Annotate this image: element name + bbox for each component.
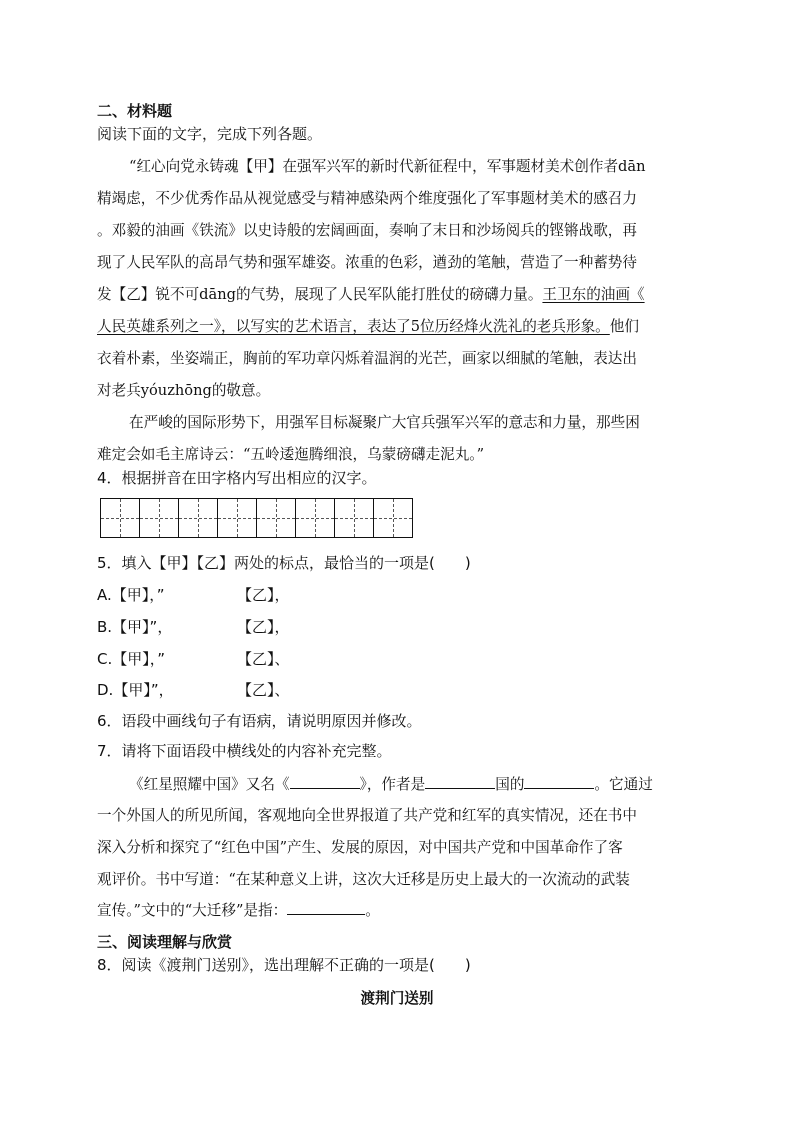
tianzige-cell[interactable] bbox=[217, 498, 257, 538]
passage-line: 现了人民军队的高昂气势和强军雄姿。浓重的色彩，遒劲的笔触，营造了一种蓄势待 bbox=[97, 254, 637, 271]
fill-blank[interactable] bbox=[524, 774, 594, 789]
passage-line: 宣传。”文中的“大迁移”是指： 。 bbox=[97, 902, 380, 919]
passage-line: 《红星照耀中国》又名《 》，作者是 国的 。它通过 bbox=[129, 776, 653, 793]
passage-line: 人民英雄系列之一》，以写实的艺术语言，表达了5位历经烽火洗礼的老兵形象。他们 bbox=[97, 318, 639, 335]
tianzige-cell[interactable] bbox=[139, 498, 179, 538]
passage-line: 衣着朴素，坐姿端正，胸前的军功章闪烁着温润的光芒，画家以细腻的笔触，表达出 bbox=[97, 350, 637, 367]
question-7: 7．请将下面语段中横线处的内容补充完整。 bbox=[97, 742, 392, 760]
question-6: 6．语段中画线句子有语病，请说明原因并修改。 bbox=[97, 712, 422, 730]
passage-line: 深入分析和探究了“红色中国”产生、发展的原因，对中国共产党和中国革命作了客 bbox=[97, 839, 623, 856]
tianzige-cell[interactable] bbox=[295, 498, 335, 538]
passage-line: 难定会如毛主席诗云：“五岭逶迤腾细浪，乌蒙磅礴走泥丸。” bbox=[97, 446, 485, 463]
option-c[interactable]: C.【甲】，” 【乙】、 bbox=[97, 650, 290, 668]
tianzige-cell[interactable] bbox=[178, 498, 218, 538]
tianzige-cell[interactable] bbox=[334, 498, 374, 538]
option-a[interactable]: A.【甲】，” 【乙】， bbox=[97, 586, 290, 604]
section-3-title: 三、阅读理解与欣赏 bbox=[97, 933, 233, 951]
passage-line: 精竭虑，不少优秀作品从视觉感受与精神感染两个维度强化了军事题材美术的感召力 bbox=[97, 190, 637, 207]
tianzige-cell[interactable] bbox=[256, 498, 296, 538]
section-2-title: 二、材料题 bbox=[97, 102, 173, 120]
fill-blank[interactable] bbox=[425, 774, 495, 789]
underlined-sentence: 王卫东的油画《 bbox=[542, 286, 645, 303]
option-d[interactable]: D.【甲】”， 【乙】、 bbox=[97, 681, 290, 699]
option-b[interactable]: B.【甲】”， 【乙】， bbox=[97, 618, 290, 636]
underlined-sentence: 人民英雄系列之一》，以写实的艺术语言，表达了5位历经烽火洗礼的老兵形象。 bbox=[97, 318, 610, 335]
question-8: 8．阅读《渡荆门送别》，选出理解不正确的一项是( ) bbox=[97, 956, 471, 974]
passage-line: 。邓毅的油画《铁流》以史诗般的宏阔画面，奏响了末日和沙场阅兵的铿锵战歌，再 bbox=[97, 222, 637, 239]
question-4: 4．根据拼音在田字格内写出相应的汉字。 bbox=[97, 469, 377, 487]
question-5: 5．填入【甲】【乙】两处的标点，最恰当的一项是( ) bbox=[97, 554, 471, 572]
fill-blank[interactable] bbox=[287, 900, 365, 915]
passage-line: 发【乙】锐不可dāng的气势，展现了人民军队能打胜仗的磅礴力量。王卫东的油画《 bbox=[97, 286, 645, 303]
tianzige-cell[interactable] bbox=[373, 498, 413, 538]
passage-line: 对老兵yóuzhōng的敬意。 bbox=[97, 382, 271, 399]
tianzige-cell[interactable] bbox=[100, 498, 140, 538]
passage-line: 在严峻的国际形势下，用强军目标凝聚广大官兵强军兴军的意志和力量，那些困 bbox=[129, 414, 640, 431]
tianzige-grid bbox=[100, 498, 413, 538]
section-2-intro: 阅读下面的文字，完成下列各题。 bbox=[97, 125, 323, 143]
passage-line: 观评价。书中写道：“在某种意义上讲，这次大迁移是历史上最大的一次流动的武装 bbox=[97, 871, 630, 888]
poem-title: 渡荆门送别 bbox=[360, 990, 434, 1007]
passage-line: “红心向党永铸魂【甲】在强军兴军的新时代新征程中，军事题材美术创作者dān bbox=[129, 158, 646, 175]
fill-blank[interactable] bbox=[290, 774, 360, 789]
passage-line: 一个外国人的所见所闻，客观地向全世界报道了共产党和红军的真实情况，还在书中 bbox=[97, 807, 637, 824]
